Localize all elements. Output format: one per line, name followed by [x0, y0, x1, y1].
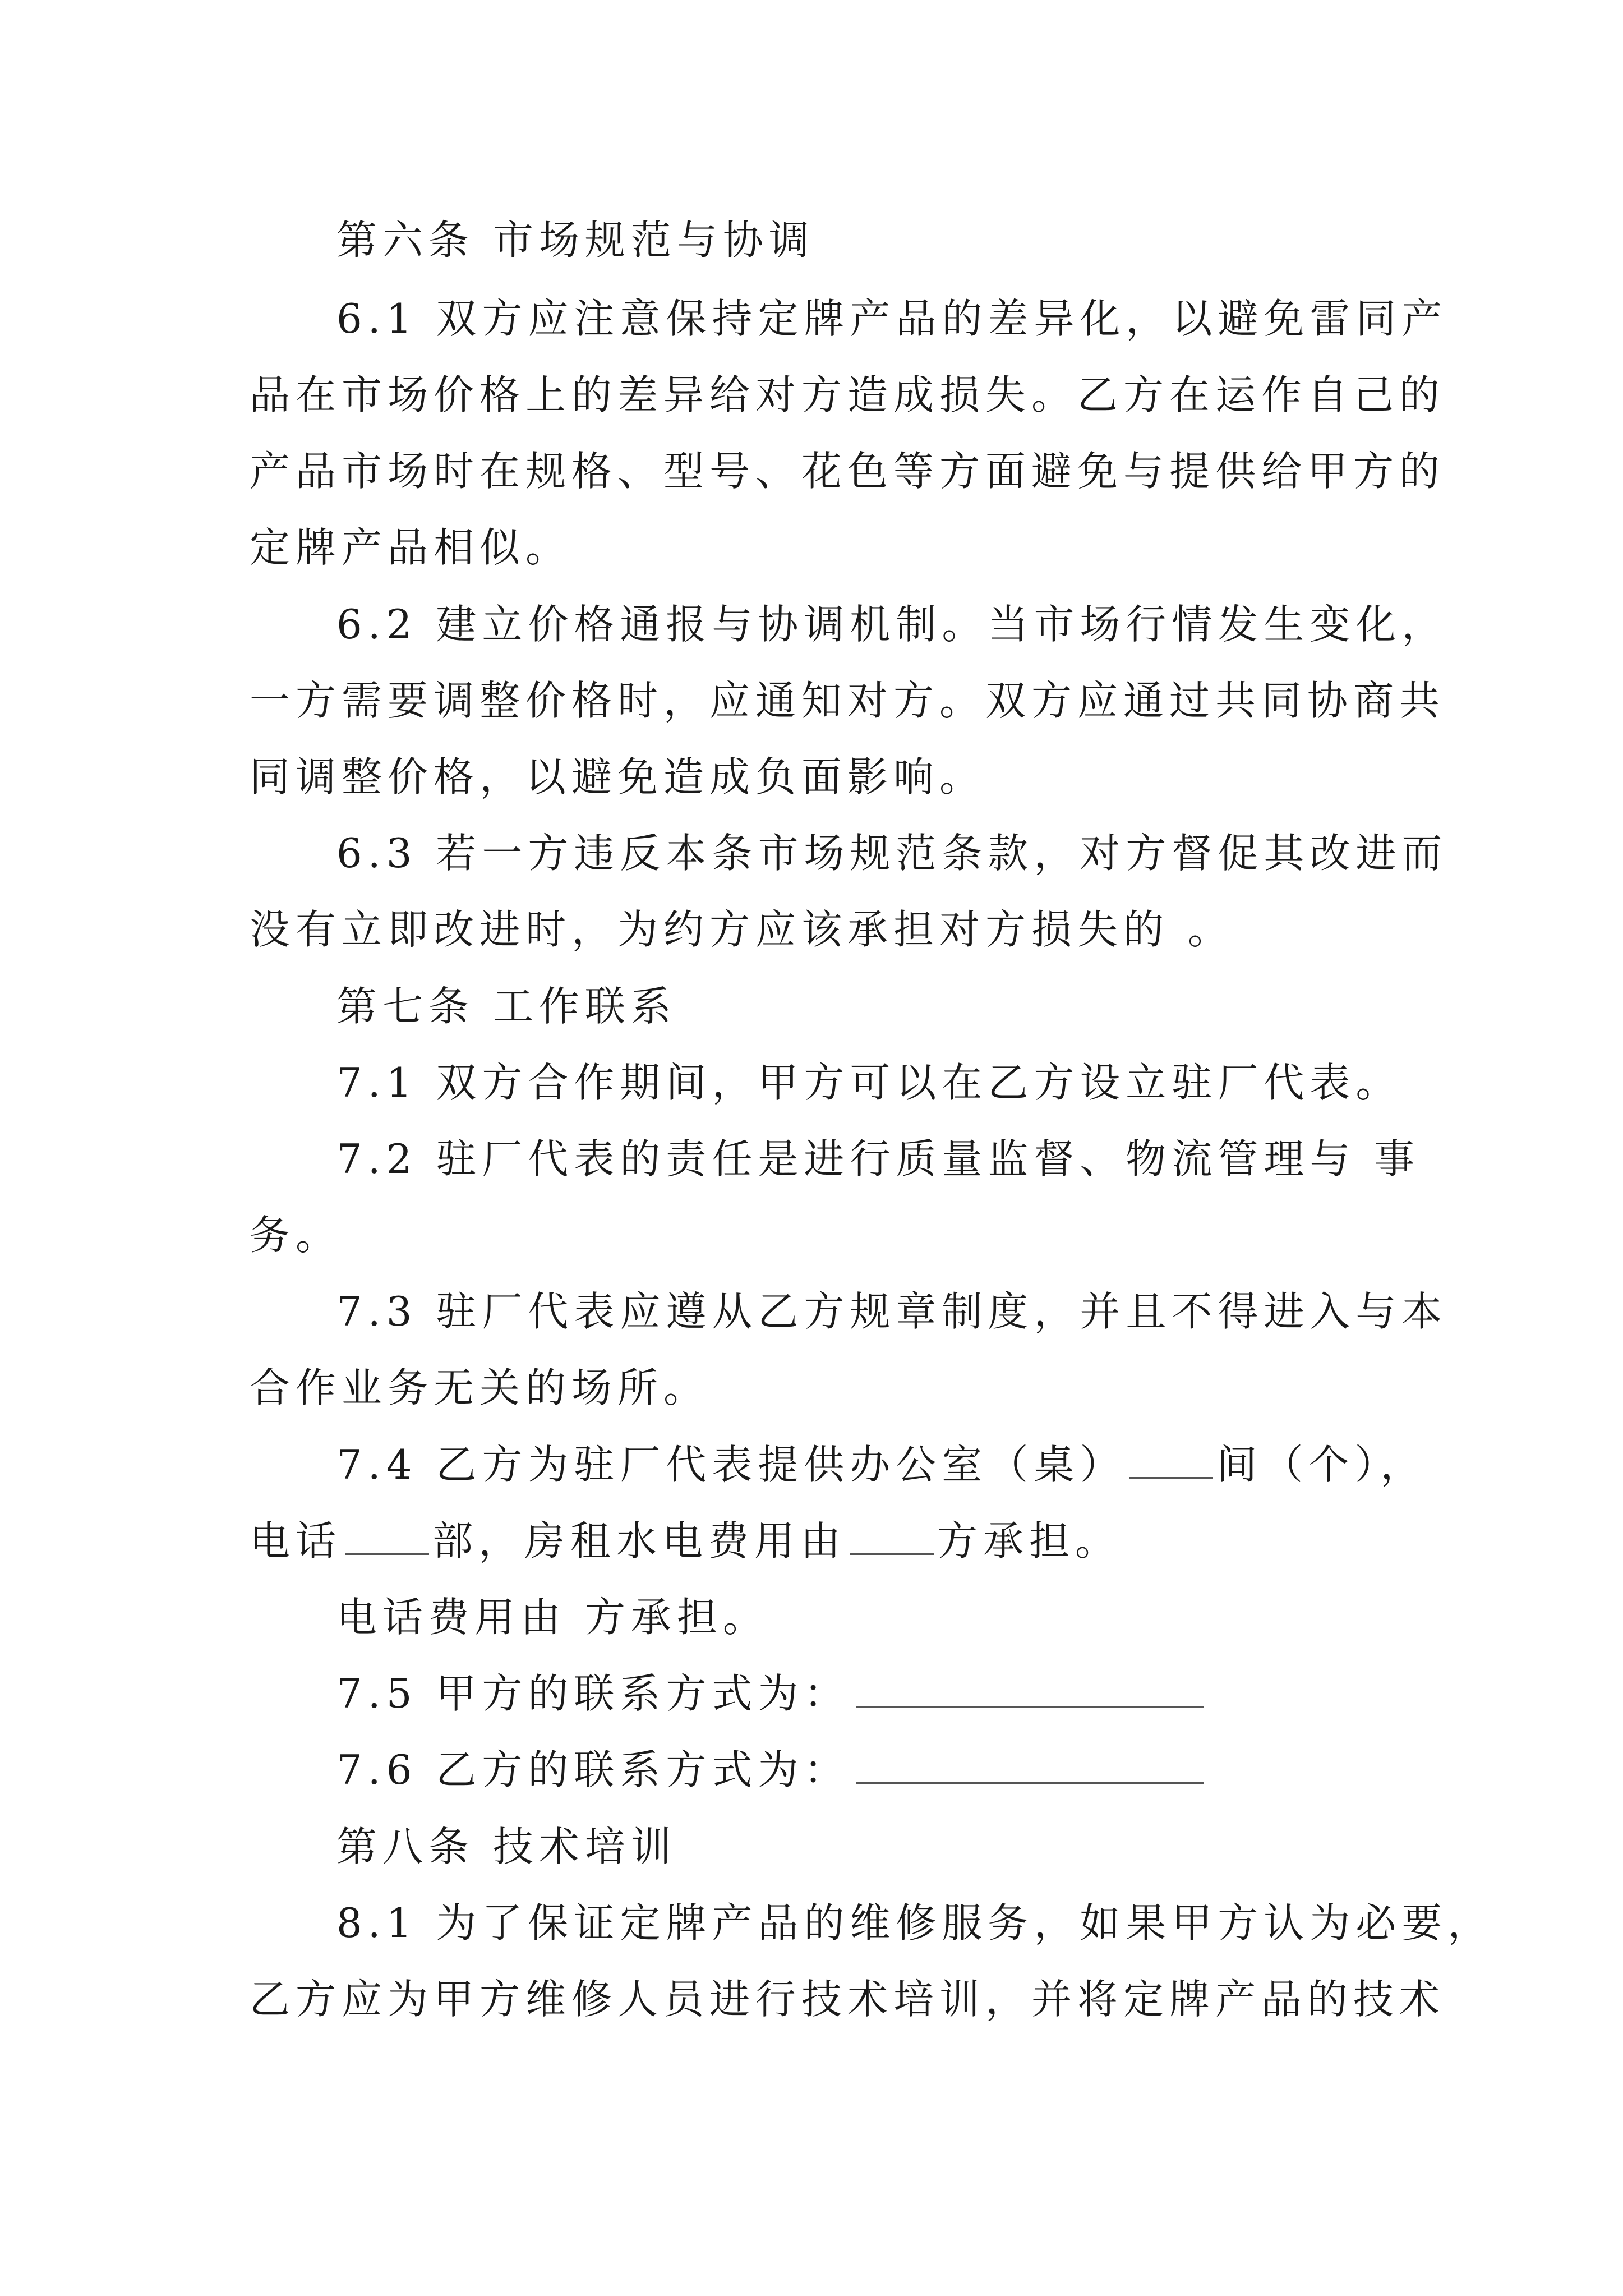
clause-7-2-line-1: 7.2 驻厂代表的责任是进行质量监督、物流管理与 事 [336, 1135, 1421, 1182]
clause-7-4-text-e: 方承担。 [937, 1517, 1122, 1565]
clause-6-1-line-2: 品在市场价格上的差异给对方造成损失。乙方在运作自己的 [250, 371, 1446, 418]
clause-7-2-line-2: 务。 [250, 1212, 342, 1259]
blank-phone-count[interactable] [345, 1522, 429, 1555]
clause-6-1-line-4: 定牌产品相似。 [250, 524, 572, 571]
clause-7-5-text: 7.5 甲方的联系方式为： [336, 1670, 850, 1717]
clause-7-5 [336, 1670, 1204, 1717]
clause-7-4-line-1 [336, 1441, 1427, 1488]
clause-6-2-line-1: 6.2 建立价格通报与协调机制。当市场行情发生变化， [336, 601, 1448, 648]
clause-8-1-line-1: 8.1 为了保证定牌产品的维修服务，如果甲方认为必要， [336, 1899, 1494, 1947]
clause-7-1: 7.1 双方合作期间，甲方可以在乙方设立驻厂代表。 [336, 1059, 1402, 1106]
clause-7-4-line-3: 电话费用由 方承担。 [336, 1594, 769, 1641]
blank-utility-party[interactable] [850, 1522, 934, 1555]
blank-office-count[interactable] [1129, 1446, 1213, 1479]
clause-7-4-text-c: 电话 [250, 1517, 342, 1565]
clause-7-6-text: 7.6 乙方的联系方式为： [336, 1746, 850, 1793]
clause-7-3-line-1: 7.3 驻厂代表应遵从乙方规章制度，并且不得进入与本 [336, 1288, 1448, 1335]
article-7-title: 第七条 工作联系 [336, 983, 677, 1030]
clause-6-1-line-3: 产品市场时在规格、型号、花色等方面避免与提供给甲方的 [250, 448, 1446, 495]
clause-7-3-line-2: 合作业务无关的场所。 [250, 1364, 710, 1411]
blank-party-a-contact[interactable] [856, 1674, 1204, 1708]
clause-8-1-line-2: 乙方应为甲方维修人员进行技术培训，并将定牌产品的技术 [250, 1976, 1446, 2023]
blank-party-b-contact[interactable] [856, 1751, 1204, 1784]
clause-6-2-line-3: 同调整价格，以避免造成负面影响。 [250, 753, 986, 800]
clause-7-4-text-d: 部，房租水电费用由 [432, 1517, 847, 1565]
clause-7-4-text-b: 间（个）， [1216, 1441, 1427, 1488]
clause-6-1-line-1: 6.1 双方应注意保持定牌产品的差异化，以避免雷同产 [336, 295, 1448, 342]
clause-7-4-line-2 [250, 1517, 1122, 1565]
article-8-title: 第八条 技术培训 [336, 1823, 677, 1870]
clause-6-3-line-2: 没有立即改进时，为约方应该承担对方损失的 。 [250, 906, 1234, 953]
clause-7-4-text-a: 7.4 乙方为驻厂代表提供办公室（桌） [336, 1441, 1126, 1488]
clause-7-6 [336, 1746, 1204, 1793]
article-6-title: 第六条 市场规范与协调 [336, 217, 815, 264]
clause-6-3-line-1: 6.3 若一方违反本条市场规范条款，对方督促其改进而 [336, 830, 1448, 877]
clause-6-2-line-2: 一方需要调整价格时，应通知对方。双方应通过共同协商共 [250, 677, 1446, 724]
